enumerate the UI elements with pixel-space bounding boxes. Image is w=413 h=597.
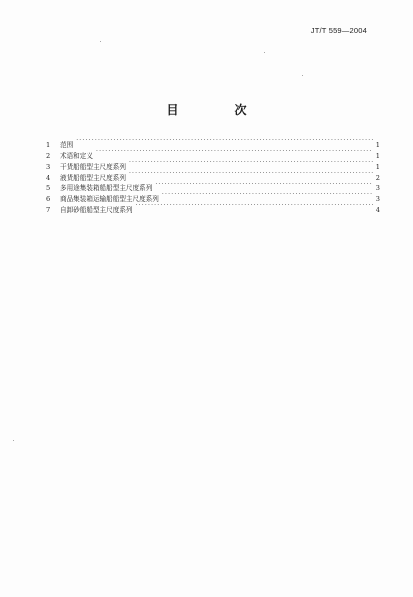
toc-entry-label: 术语和定义 (60, 151, 93, 160)
toc-entry-page: 4 (375, 206, 380, 215)
toc-entry-page: 1 (375, 151, 380, 160)
toc-entry-label: 液货船船型主尺度系列 (60, 173, 126, 182)
toc-entry[interactable] (46, 147, 380, 158)
toc-leader-dots (136, 201, 373, 212)
scan-speck (302, 75, 303, 76)
toc-entry-label: 多用途集装箱船船型主尺度系列 (60, 184, 153, 193)
table-of-contents (46, 136, 380, 215)
toc-entry-number: 4 (46, 173, 51, 182)
toc-entry-number: 3 (46, 162, 51, 171)
toc-entry-number: 7 (46, 206, 51, 215)
toc-entry-label: 自卸砂船船型主尺度系列 (60, 206, 133, 215)
toc-leader-dots (76, 136, 373, 147)
toc-entry[interactable] (46, 136, 380, 147)
toc-entry-label: 干货船船型主尺度系列 (60, 162, 126, 171)
toc-entry-number: 1 (46, 140, 51, 149)
toc-leader-dots (129, 169, 373, 180)
toc-leader-dots (155, 180, 372, 191)
toc-entry[interactable] (46, 158, 380, 169)
toc-entry-page: 1 (375, 140, 380, 149)
scan-speck (13, 440, 14, 441)
toc-entry-label: 范围 (60, 140, 74, 149)
toc-entry-number: 2 (46, 151, 51, 160)
toc-entry-number: 6 (46, 195, 51, 204)
toc-entry-number: 5 (46, 184, 51, 193)
page-title: 目 次 (166, 103, 269, 117)
toc-leader-dots (162, 190, 373, 201)
scan-speck (100, 41, 101, 42)
toc-entry-label: 商品集装箱运输船船型主尺度系列 (60, 195, 159, 204)
toc-entry-page: 3 (375, 184, 380, 193)
scan-speck (264, 52, 265, 53)
toc-leader-dots (96, 147, 373, 158)
toc-entry-page: 3 (375, 195, 380, 204)
toc-leader-dots (129, 158, 373, 169)
toc-entry-page: 2 (375, 173, 380, 182)
toc-entry-page: 1 (375, 162, 380, 171)
standard-code: JT/T 559—2004 (310, 26, 367, 35)
